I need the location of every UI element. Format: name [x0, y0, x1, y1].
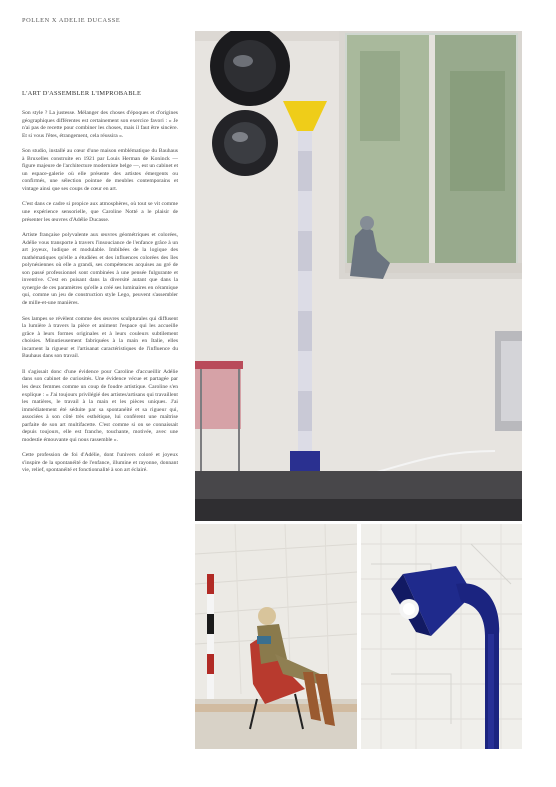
running-header: POLLEN X ADELIE DUCASSE — [22, 17, 121, 24]
photo-woman-chair-illustration — [195, 524, 357, 749]
paragraph: Il s'agissait donc d'une évidence pour Caroline d'accueillir Adélie dans son cabinet de curiosités. Une évidence vécue et partagée par les deux femmes comme un coup de foudre artistique. Caroline s'en explique : « J'ai toujours privilégié des artistes/artisans qui travaillent les matières, le travail à la main et les pièces uniques. J'ai immédiatement été séduite par sa spontanéité et sa rigueur qui, associées à son côté très esthétique, lui confèrent une maîtrise parfaite de son art multifacette. C'est comme si on se connaissait depuis toujours, elle est franche, touchante, motivée, avec une modestie émouvante qui nous rassemble ». — [22, 368, 178, 443]
paragraph: Son studio, installé au cœur d'une maison emblématique du Bauhaus à Bruxelles construite en 1921 par Louis Herman de Koninck — figure majeure de l'architecture moderniste belge —, est un cabinet et un espace-galerie où elle présente des artistes émergents ou confirmés, une sélection pointue de meubles contemporains et vintage ainsi que ses coups de cœur en art. — [22, 148, 178, 192]
photo-woman-chair — [195, 524, 357, 749]
paragraph: Ses lampes se révèlent comme des œuvres sculpturales qui diffusent la lumière à travers la pièce et animent l'espace qui les accueille grâce à leurs formes originales et à leurs couleurs subtilement choisies. Minutieusement fabriquées à la main en Italie, elles incarnent la rigueur et l'artisanat caractéristiques de l'influence du Bauhaus dans son travail. — [22, 315, 178, 360]
photo-blue-lamp-illustration — [361, 524, 522, 749]
paragraph: Son style ? La justesse. Mélanger des choses d'époques et d'origines géographiques différentes est certainement son exercice favori : « Je n'ai pas de recette pour combiner les choses, mais il faut être sincère. Et si vous l'êtes, étrangement, cela réussira ». — [22, 110, 178, 139]
paragraph: Artiste française polyvalente aux œuvres géométriques et colorées, Adélie vous transporte à travers l'insouciance de l'enfance grâce à un art joyeux, ludique et modulable. Imbibées de la logique des mathématiques qu'elle a étudiées et des influences colorées des îles polynésiennes où elle a grandi, ses compétences acquises au gré de son passé professionnel sont combinées à une pensée fulgurante et inventive. C'est en puisant dans la diversité autant que dans la synergie de ces paramètres qu'elle a créé ses luminaires en céramique qui, comme un jeu de construction style Lego, peuvent s'assembler de mille-et-une manières. — [22, 232, 178, 307]
photo-interior — [195, 31, 522, 521]
paragraph: Cette profession de foi d'Adélie, dont l'univers coloré et joyeux s'inspire de la spontanéité de l'enfance, illumine et rayonne, donnant vie, relief, spontanéité et fonctionnalité à son art éclairé. — [22, 452, 178, 474]
paragraph: C'est dans ce cadre si propice aux atmosphères, où tout se vit comme une expérience sensorielle, que Caroline Notté a le plaisir de présenter les œuvres d'Adélie Ducasse. — [22, 201, 178, 223]
article-title: L'ART D'ASSEMBLER L'IMPROBABLE — [22, 90, 142, 97]
photo-interior-illustration — [195, 31, 522, 521]
photo-blue-lamp — [361, 524, 522, 749]
article-body — [22, 110, 178, 483]
